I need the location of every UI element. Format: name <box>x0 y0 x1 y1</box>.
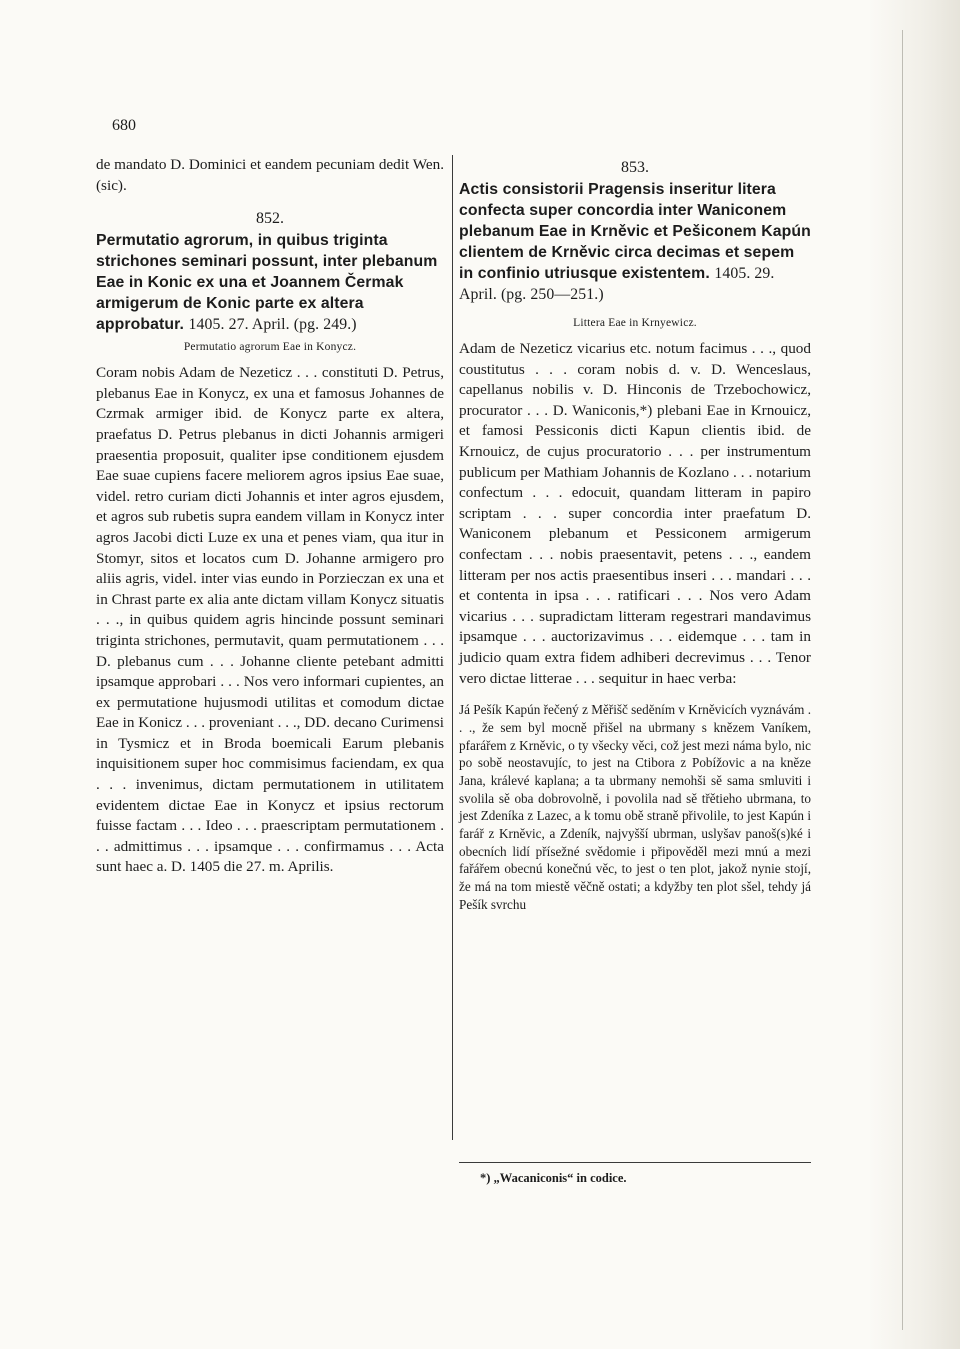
heading-text-852: Permutatio agrorum, in quibus triginta strichones seminari possunt, inter plebanum Eae in Konic ex una et Joannem Čermak armigerum de Konic parte ex altera approbatur. <box>96 232 438 334</box>
section-heading-852 <box>96 230 444 335</box>
heading-date-852: 1405. 27. April. (pg. 249.) <box>188 316 357 334</box>
subtitle-852: Permutatio agrorum Eae in Konycz. <box>183 341 357 354</box>
section-number-852: 852. <box>256 210 284 228</box>
body-text-853: Adam de Nezeticz vicarius etc. notum facimus . . ., quod coustitutus . . . coram nobis d. v. D. Wenceslaus, capellanus nobilis v. D. Hinconis de Trzebochowicz, procurator . . . D. Waniconis,*) plebani Eae in Krnouicz, et famosi Pessiconis dicti Kapun clientis ibid. de Krnouicz, de cujus procuratorio . . . per instrumentum publicum per Mathiam Johannis de Kozlano . . . notarium confectum . . . edocuit, quandam litteram in papiro scriptam . . . super concordia inter praefatum D. Waniconem plebanum et Pessiconem armigerum confectam . . . nobis praesentavit, petens . . ., eandem litteram per nos actis praesentibus inseri . . . mandari . . . et contenta in ipsa . . . ratificari . . . Nos vero Adam vicarius . . . supradictam litteram regestrari mandavimus ipsamque . . . auctorizavimus . . . eidemque . . . tam in judicio quam extra fidem adhiberi decrevimus . . . Tenor vero dictae litterae . . . sequitur in haec verba: <box>459 340 811 687</box>
czech-letter-text: Já Pešík Kapún řečený z Měřišč sedĕním v Krněvicích vyznávám . . ., že sem byl mocně přišel na ubrmany s knězem Vaníkem, pfarářem z Krněvic, o ty všecky věci, což jest mezi náma bylo, nic po sobě neostavujíc, to jest na Ctibora z Pobížovic a na kněze Jana, králevé kaplana; a ta ubrmany nemohši sě sama smluviti i svolila sě oba dobrovolně, i povolila nad sě třětieho ubrmana, to jest Zdeníka z Lazec, a k tomu obě straně přivolile, to jest Kapún i farář z Krněvic, a Zdeník, najvyšší ubrman, uslyšav panoš(s)ké i obecních lidí přísežné svědomie i připověděl mezi mnú a mezi fařářem obecnú konečnú věc, to jest o ten plot, jakož nynie stojí, že má na tom miestě věčně ostati; a kdyžby ten plot sšel, tehdy já Pešík svrchu <box>459 702 811 912</box>
section-number-853: 853. <box>621 159 649 176</box>
page-number: 680 <box>112 117 136 134</box>
scan-edge-line <box>902 30 903 1330</box>
scan-edge <box>868 0 960 1349</box>
body-text-852: Coram nobis Adam de Nezeticz . . . constituti D. Petrus, plebanus Eae in Konycz, ex una et famosus Johannes de Czrmak armiger ibid. de Konycz parte ex altera, praefatus D. Petrus plebanus in dicti Johannis armigeri praesentia proposuit, qualiter ipse conditionem ejusdem Eae suae cupiens facere meliorem agros ipsius Eae suae, videl. retro curiam dicti Johannis et inter agros ejusdem, et agros sub rubetis supra eandem villam in Konycz inter agros Jacobi dicti Luze ex una et penes viam, qua itur in Stomyr, sitos et locatos cum D. Johanne armigero pro aliis agris, videl. inter vias eundo in Porzieczan ex una et in Chrast parte ex alia ante dictam villam Konycz situatis . . ., in quibus quidem agris hincinde possunt seminari triginta strichones, permutavit, quam permutationem . . . D. plebanus cum . . . Johanne cliente petebant admitti ipsamque approbari . . . Nos vero informari cupientes, an ex permutatione hujusmodi utilitas et comodum dictae Eae in Konicz . . . proveniant . . ., DD. decano Curimensi in Tysmicz et in Broda boemicali Earum plebanis inquisitionem super hoc commisimus faciendam, ex qua . . . invenimus, dictam permutationem in utilitatem evidentem dictae Eae in Konycz et ipsius rectorum fuisse factam . . . Ideo . . . praescriptam permutationem . . . admittimus . . . ipsamque . . . confirmamus . . . Acta sunt haec a. D. 1405 die 27. m. Aprilis. <box>96 364 444 876</box>
subtitle-853: Littera Eae in Krnyewicz. <box>573 317 697 329</box>
section-heading-853 <box>459 179 811 305</box>
heading-date-853: 1405. 29. April. (pg. 250—251.) <box>459 265 775 303</box>
heading-text-853: Actis consistorii Pragensis inseritur litera confecta super concordia inter Waniconem plebanum Eae in Krněvic et Pešiconem Kapún clientem de Krněvic circa decimas et sepem in confinio utriusque existentem. <box>459 181 811 282</box>
left-column <box>96 155 444 878</box>
column-divider <box>452 155 453 1140</box>
right-column <box>459 155 811 914</box>
footnote: *) „Wacaniconis“ in codice. <box>480 1171 627 1185</box>
continuation-text: de mandato D. Dominici et eandem pecuniam dedit Wen. (sic). <box>96 156 444 194</box>
footnote-rule <box>459 1162 811 1163</box>
